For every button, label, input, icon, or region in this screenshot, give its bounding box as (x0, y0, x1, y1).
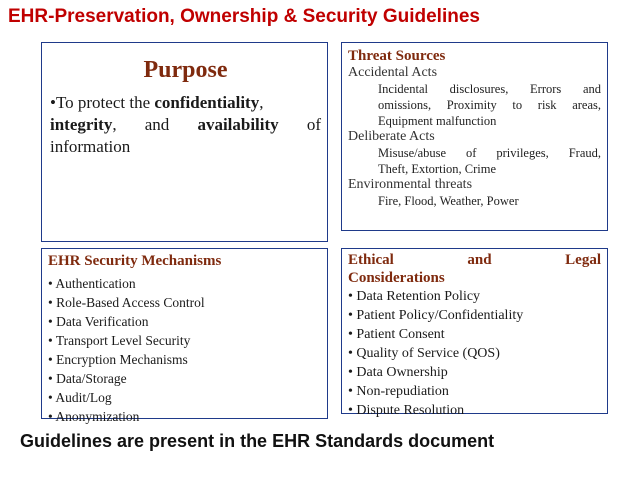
purpose-sep1: , (259, 93, 264, 112)
list-item: • Data Ownership (348, 365, 448, 380)
list-item: • Data Retention Policy (348, 289, 481, 304)
list-item: • Quality of Service (QOS) (348, 346, 500, 361)
threat-group-details (348, 81, 601, 129)
list-item: • Encryption Mechanisms (48, 352, 188, 367)
threat-detail-line: Equipment malfunction (378, 114, 497, 128)
list-item: • Data/Storage (48, 371, 127, 386)
bullet: • (50, 93, 56, 112)
security-mechanisms-heading: EHR Security Mechanisms (48, 253, 222, 269)
term-availability: availability (197, 115, 279, 134)
list-item: • Patient Policy/Confidentiality (348, 308, 524, 323)
list-item: • Audit/Log (48, 390, 112, 405)
term-integrity: integrity (50, 115, 113, 134)
ethical-legal-box (341, 248, 608, 418)
purpose-text (50, 92, 321, 158)
list-item: • Transport Level Security (48, 333, 191, 348)
ethical-legal-heading-line2: Considerations (348, 270, 445, 286)
list-item: • Non-repudiation (348, 384, 449, 399)
purpose-box (41, 42, 328, 242)
threat-group-name: Accidental Acts (348, 65, 438, 80)
list-item: • Patient Consent (348, 327, 445, 342)
threat-detail-line: Misuse/abuse of privileges, Fraud, (378, 146, 601, 160)
purpose-sep2: , and (112, 115, 198, 134)
heading-word: Ethical (348, 252, 394, 268)
purpose-text-before: To protect the (55, 93, 155, 112)
list-item: • Dispute Resolution (348, 403, 465, 418)
purpose-heading: Purpose (143, 57, 228, 83)
list-item: • Anonymization (48, 409, 140, 424)
footer-note: Guidelines are present in the EHR Standards document (20, 431, 495, 451)
purpose-text-after: of information (50, 115, 321, 156)
list-item: • Data Verification (48, 314, 149, 329)
threat-group-name: Environmental threats (348, 177, 473, 192)
heading-word: Legal (565, 252, 601, 268)
heading-word: and (467, 252, 492, 268)
threat-detail-line: omissions, Proximity to risk areas, (378, 98, 601, 112)
threat-group-details (348, 193, 601, 209)
threat-sources-box (341, 42, 608, 231)
list-item: • Role-Based Access Control (48, 295, 205, 310)
security-mechanisms-box (41, 248, 328, 424)
ethical-legal-heading (348, 251, 601, 269)
term-confidentiality: confidentiality (154, 93, 260, 112)
threat-detail-line: Fire, Flood, Weather, Power (378, 194, 519, 208)
threat-group-name: Deliberate Acts (348, 129, 435, 144)
threat-detail-line: Theft, Extortion, Crime (378, 162, 497, 176)
threat-detail-line: Incidental disclosures, Errors and (378, 82, 601, 96)
threat-sources-heading: Threat Sources (348, 48, 446, 64)
threat-group-details (348, 145, 601, 177)
slide-title: EHR-Preservation, Ownership & Security Guidelines (8, 6, 480, 27)
list-item: • Authentication (48, 276, 136, 291)
